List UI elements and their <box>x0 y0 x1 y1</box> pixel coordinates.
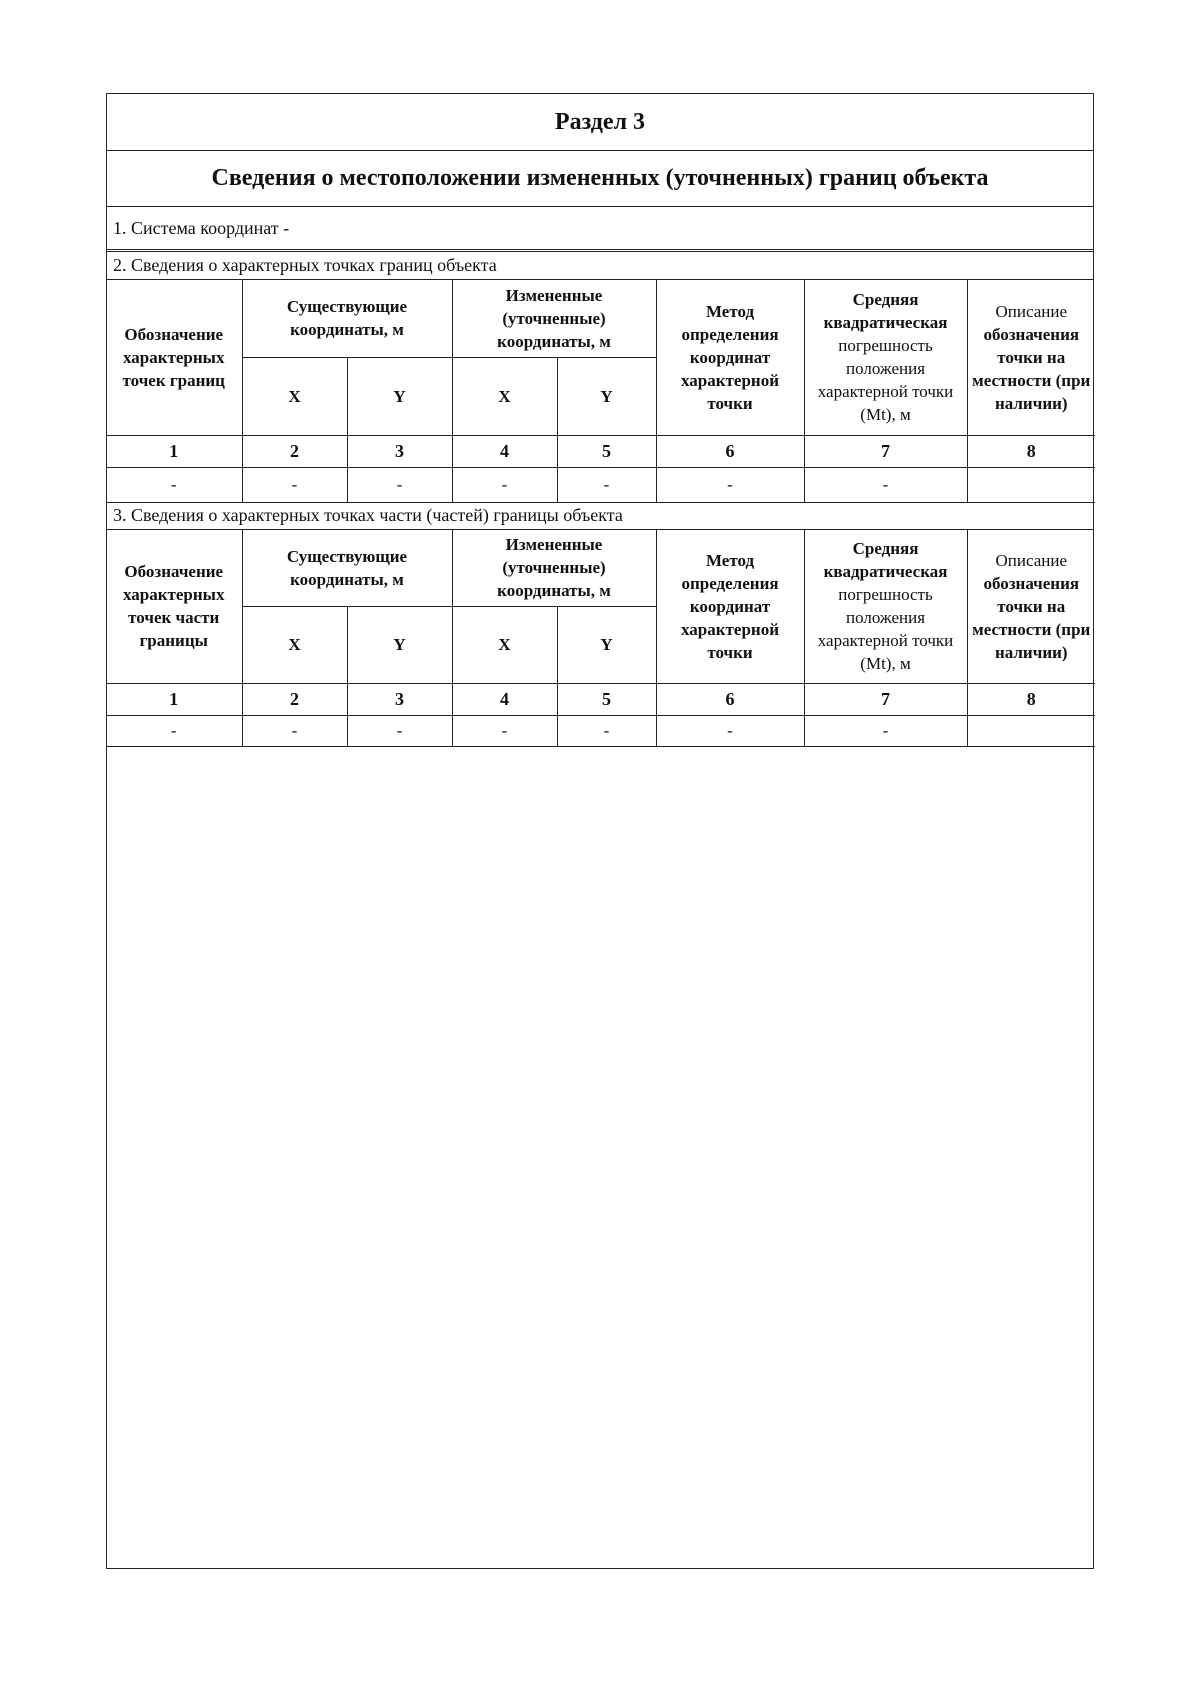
section-title: Раздел 3 <box>107 94 1093 151</box>
column-number: 8 <box>967 683 1095 715</box>
document-frame <box>106 93 1094 1569</box>
header-y-existing: Y <box>347 357 452 435</box>
header-description-rest: обозначения точки на местности (при наличии) <box>972 324 1091 413</box>
header-x-changed: X <box>452 357 557 435</box>
column-number: 1 <box>106 435 242 467</box>
table-cell: - <box>106 715 242 746</box>
header-error-rest: погрешность положения характерной точки (Mt), м <box>817 585 954 674</box>
column-number: 3 <box>347 435 452 467</box>
header-description <box>967 280 1095 435</box>
part-points-table-label: 3. Сведения о характерных точках части (частей) границы объекта <box>107 502 1093 530</box>
table-cell: - <box>242 715 347 746</box>
table-cell: - <box>656 467 804 502</box>
column-number: 6 <box>656 683 804 715</box>
header-existing-coords: Существующие координаты, м <box>242 530 452 606</box>
header-changed-coords: Измененные (уточненные) координаты, м <box>452 280 656 357</box>
column-number: 3 <box>347 683 452 715</box>
column-numbers-row <box>106 683 1095 715</box>
column-number: 1 <box>106 683 242 715</box>
header-error-line2: квадратическая <box>823 562 948 582</box>
table-cell: - <box>656 715 804 746</box>
header-error-line1: Средняя <box>852 539 919 559</box>
column-number: 7 <box>804 435 967 467</box>
table-cell: - <box>347 467 452 502</box>
header-error-rest: погрешность положения характерной точки (Mt), м <box>817 336 954 425</box>
column-number: 2 <box>242 435 347 467</box>
header-error-line2: квадратическая <box>823 313 948 333</box>
header-method: Метод определения координат характерной точки <box>656 280 804 435</box>
column-number: 6 <box>656 435 804 467</box>
table-cell: - <box>804 467 967 502</box>
points-table-label: 2. Сведения о характерных точках границ объекта <box>107 252 1093 280</box>
column-number: 8 <box>967 435 1095 467</box>
table-cell: - <box>106 467 242 502</box>
table-cell: - <box>557 715 656 746</box>
part-points-table <box>106 530 1095 747</box>
header-error-line1: Средняя <box>852 290 919 310</box>
header-y-changed: Y <box>557 606 656 683</box>
header-error <box>804 280 967 435</box>
table-cell: - <box>347 715 452 746</box>
column-number: 5 <box>557 683 656 715</box>
header-changed-coords: Измененные (уточненные) координаты, м <box>452 530 656 606</box>
table-cell: - <box>452 715 557 746</box>
column-number: 7 <box>804 683 967 715</box>
table-cell <box>967 467 1095 502</box>
coordinate-system: 1. Система координат - <box>107 207 1093 250</box>
table-cell: - <box>557 467 656 502</box>
header-description-rest: обозначения точки на местности (при наличии) <box>972 573 1091 662</box>
header-description-line1: Описание <box>995 550 1068 570</box>
header-x-changed: X <box>452 606 557 683</box>
column-number: 4 <box>452 683 557 715</box>
header-description <box>967 530 1095 683</box>
column-number: 2 <box>242 683 347 715</box>
column-number: 4 <box>452 435 557 467</box>
header-designation: Обозначение характерных точек границ <box>106 280 242 435</box>
header-description-line1: Описание <box>995 301 1068 321</box>
table-cell: - <box>452 467 557 502</box>
header-y-changed: Y <box>557 357 656 435</box>
table-cell: - <box>242 467 347 502</box>
header-error <box>804 530 967 683</box>
table-cell <box>967 715 1095 746</box>
table-cell: - <box>804 715 967 746</box>
header-existing-coords: Существующие координаты, м <box>242 280 452 357</box>
header-x-existing: X <box>242 606 347 683</box>
points-table <box>106 280 1095 503</box>
column-numbers-row <box>106 435 1095 467</box>
column-number: 5 <box>557 435 656 467</box>
header-method: Метод определения координат характерной точки <box>656 530 804 683</box>
header-designation: Обозначение характерных точек части границы <box>106 530 242 683</box>
table-row <box>106 715 1095 746</box>
header-x-existing: X <box>242 357 347 435</box>
header-y-existing: Y <box>347 606 452 683</box>
document-title: Сведения о местоположении измененных (уточненных) границ объекта <box>107 151 1093 207</box>
table-row <box>106 467 1095 502</box>
